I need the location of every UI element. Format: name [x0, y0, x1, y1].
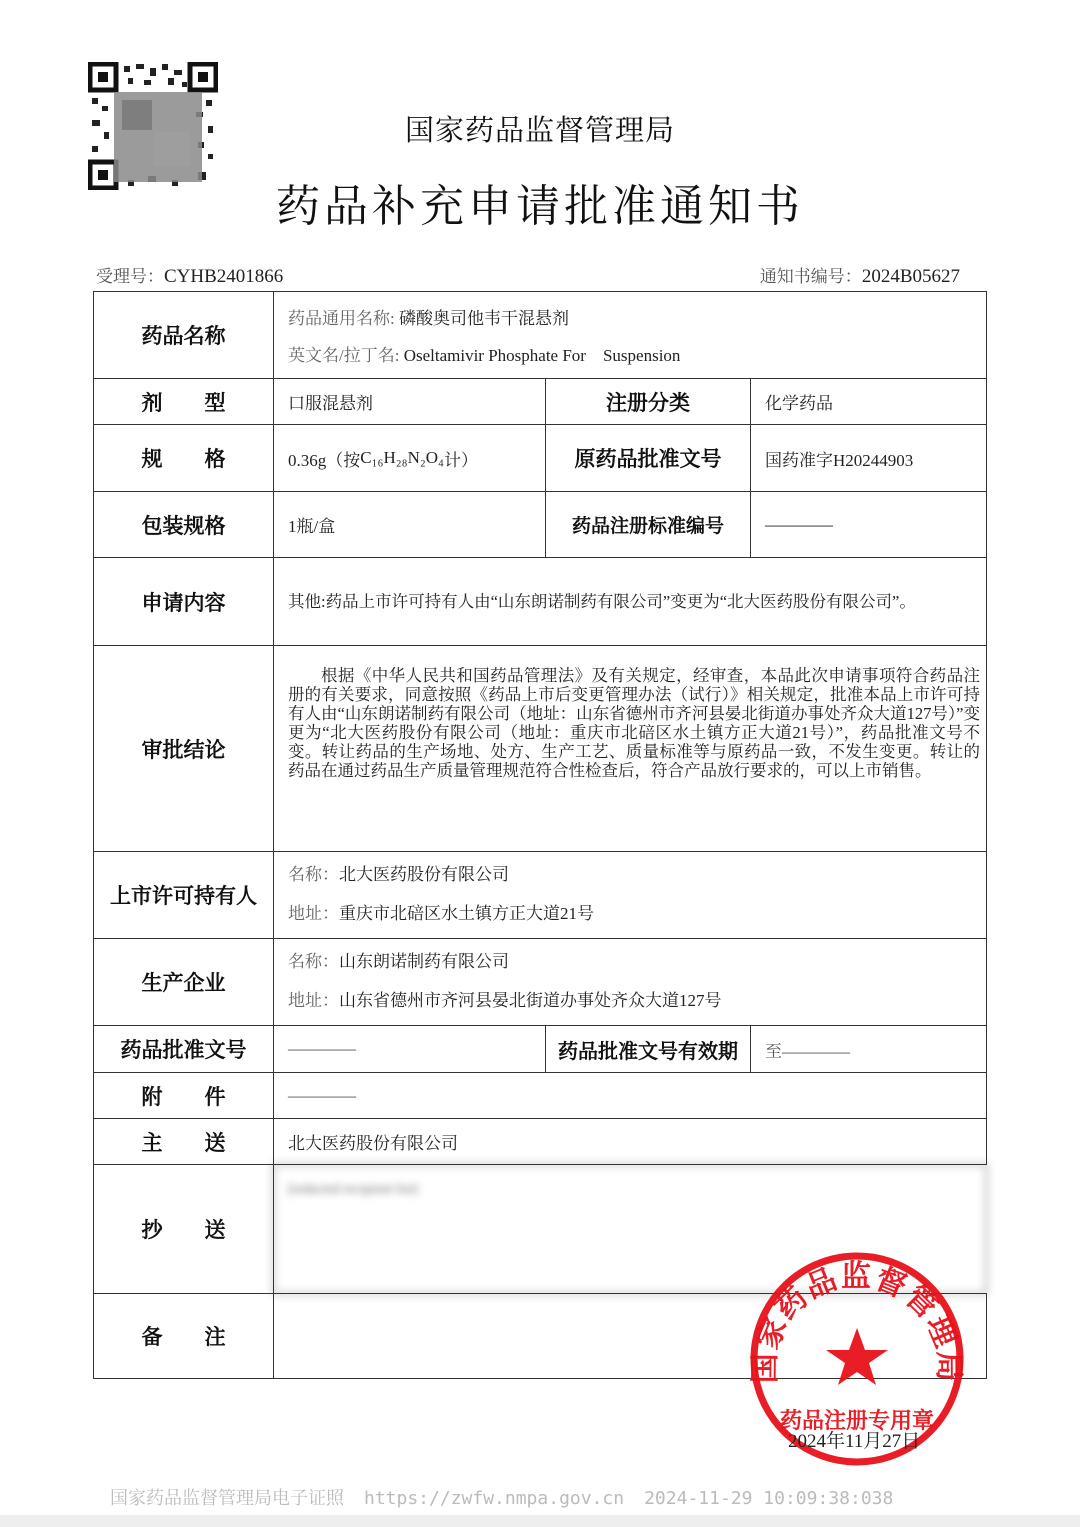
cc-label: 抄送 [93, 1164, 274, 1294]
conclusion-value: 根据《中华人民共和国药品管理法》及有关规定，经审查，本品此次申请事项符合药品注册的有关要求，同意按照《药品上市后变更管理办法（试行）》相关规定，批准本品上市许可持有人由“山东朗诺制药有限公司（地址：山东省德州市齐河县晏北街道办事处齐众大道127号）”变更为“北大医药股份有限公司（地址：重庆市北碚区水土镇方正大道21号）”，药品批准文号不变。转让药品的生产场地、处方、生产工艺、质量标准等与原药品一致，不发生变更。转让的药品在通过药品生产质量管理规范符合性检查后，符合产品放行要求的，可以上市销售。 [273, 645, 987, 852]
specification-formula: C₁₆H₂₈N₂O₄ [360, 448, 444, 467]
generic-name-value: 磷酸奥司他韦干混悬剂 [398, 309, 569, 328]
attachment-value: ———— [273, 1072, 987, 1119]
approval-no-value: ———— [273, 1025, 546, 1073]
registration-class-value: 化学药品 [750, 378, 987, 425]
mah-label: 上市许可持有人 [93, 851, 274, 939]
mah-address [288, 899, 594, 924]
star-icon [826, 1328, 888, 1385]
dosage-form-value: 口服混悬剂 [273, 378, 546, 425]
dosage-form-label: 剂型 [93, 378, 274, 425]
main-recipient-label: 主送 [93, 1118, 274, 1165]
packaging-label: 包装规格 [93, 491, 274, 558]
mah-address-label: 地址： [288, 904, 339, 923]
issue-date: 2024年11月27日 [788, 1431, 921, 1452]
notice-number-label: 通知书编号： [759, 267, 862, 287]
manufacturer-address-value: 山东省德州市齐河县晏北街道办事处齐众大道127号 [339, 991, 722, 1010]
issuing-organization: 国家药品监督管理局 [404, 113, 675, 147]
drug-name-cell [273, 291, 987, 379]
mah-name [288, 860, 509, 885]
original-approval-no-label: 原药品批准文号 [545, 424, 751, 492]
footer [110, 1484, 913, 1510]
specification-value [273, 424, 546, 492]
mah-name-label: 名称： [288, 865, 339, 884]
manufacturer-cell [273, 938, 987, 1026]
drug-name-label: 药品名称 [93, 291, 274, 379]
cc-value-redacted: [redacted recipient list] [273, 1164, 987, 1294]
seal-inner-text: 药品注册专用章 [779, 1409, 935, 1434]
standard-no-value: ———— [750, 491, 987, 558]
footer-url[interactable]: https://zwfw.nmpa.gov.cn [364, 1488, 625, 1509]
original-approval-no-value: 国药准字H20244903 [750, 424, 987, 492]
document-title: 药品补充申请批准通知书 [276, 181, 804, 232]
footer-source: 国家药品监督管理局电子证照 [110, 1488, 344, 1509]
specification-label: 规格 [93, 424, 274, 492]
standard-no-label: 药品注册标准编号 [545, 491, 751, 558]
mah-address-value: 重庆市北碚区水土镇方正大道21号 [339, 904, 594, 923]
specification-suffix: 计） [443, 450, 478, 470]
seal-outer-text: 国家药品监督管理局 [748, 1259, 966, 1384]
manufacturer-name [288, 947, 509, 972]
english-name-label: 英文名/拉丁名: [288, 346, 404, 365]
manufacturer-label: 生产企业 [93, 938, 274, 1026]
acceptance-number-value: CYHB2401866 [164, 266, 284, 287]
manufacturer-address [288, 986, 722, 1011]
approval-no-label: 药品批准文号 [93, 1025, 274, 1073]
approval-validity-value: 至———— [750, 1025, 987, 1073]
attachment-label: 附件 [93, 1072, 274, 1119]
manufacturer-address-label: 地址： [288, 991, 339, 1010]
manufacturer-name-label: 名称： [288, 952, 339, 971]
bottom-bar [0, 1515, 1080, 1527]
remarks-label: 备注 [93, 1293, 274, 1379]
notice-number [760, 262, 960, 288]
mah-name-value: 北大医药股份有限公司 [339, 865, 509, 884]
manufacturer-name-value: 山东朗诺制药有限公司 [339, 952, 509, 971]
application-label: 申请内容 [93, 557, 274, 646]
english-name [288, 341, 680, 366]
footer-timestamp: 2024-11-29 10:09:38:038 [644, 1488, 894, 1509]
registration-class-label: 注册分类 [545, 378, 751, 425]
english-name-value: Oseltamivir Phosphate For Suspension [403, 346, 681, 365]
generic-name [288, 304, 569, 329]
approval-validity-label: 药品批准文号有效期 [545, 1025, 751, 1073]
notice-number-value: 2024B05627 [861, 266, 960, 287]
generic-name-label: 药品通用名称: [288, 309, 399, 328]
main-recipient-value: 北大医药股份有限公司 [273, 1118, 987, 1165]
application-value: 其他:药品上市许可持有人由“山东朗诺制药有限公司”变更为“北大医药股份有限公司”。 [273, 557, 987, 646]
acceptance-number-label: 受理号： [96, 267, 164, 287]
approval-table [93, 291, 987, 1379]
specification-prefix: 0.36g（按 [288, 450, 361, 470]
packaging-value: 1瓶/盒 [273, 491, 546, 558]
acceptance-number [96, 262, 283, 288]
mah-cell [273, 851, 987, 939]
conclusion-label: 审批结论 [93, 645, 274, 852]
